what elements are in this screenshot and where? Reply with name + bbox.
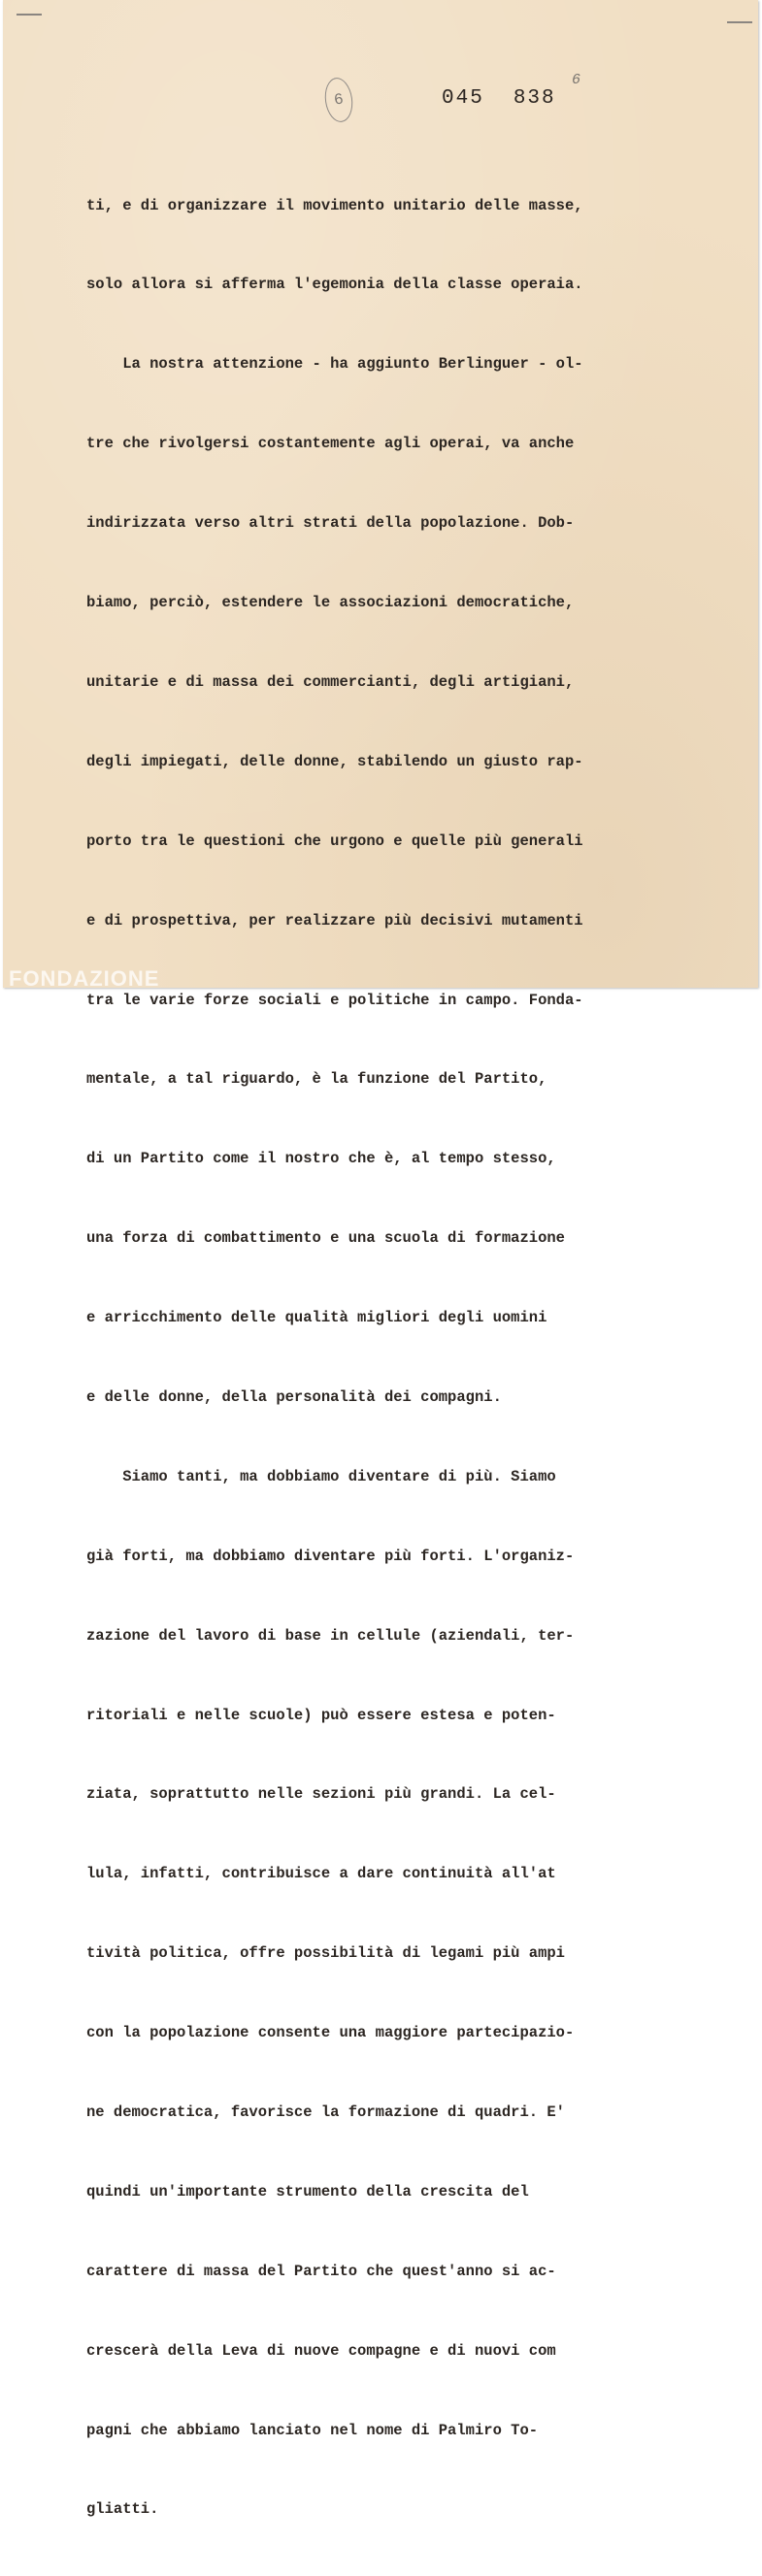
text-line: Siamo tanti, ma dobbiamo diventare di più. Siamo [86,1467,556,1485]
text-line: una forza di combattimento e una scuola di formazione [86,1229,565,1248]
text-line: ziata, soprattutto nelle sezioni più grandi. La cel- [86,1785,556,1804]
text-line: ne democratica, favorisce la formazione di quadri. E' [86,2103,565,2121]
text-line: pagni che abbiamo lanciato nel nome di Palmiro To- [86,2421,539,2439]
text-line: carattere di massa del Partito che quest'anno si ac- [86,2262,556,2280]
text-line: zazione del lavoro di base in cellule (aziendali, ter- [86,1626,575,1645]
typewritten-body [86,140,611,2576]
text-line: ti, e di organizzare il movimento unitario delle masse, [86,196,583,214]
text-line: tività politica, offre possibilità di legami più ampi [86,1944,565,1963]
text-line: solo allora si afferma l'egemonia della classe operaia. [86,276,583,294]
text-line: La nostra attenzione - ha aggiunto Berlinguer - ol- [86,355,583,374]
text-line: mentale, a tal riguardo, è la funzione del Partito, [86,1070,547,1089]
pencil-annotation: 6 [572,72,581,88]
text-line: tra le varie forze sociali e politiche in campo. Fonda- [86,991,583,1009]
document-page [3,0,758,2519]
text-line: quindi un'importante strumento della crescita del [86,2182,529,2201]
text-line: di un Partito come il nostro che è, al tempo stesso, [86,1150,556,1168]
text-line: tre che rivolgersi costantemente agli operai, va anche [86,435,575,453]
text-line: già forti, ma dobbiamo diventare più forti. L'organiz- [86,1547,575,1565]
reference-part-2: 838 [513,87,556,110]
corner-mark-left [17,14,42,16]
text-line: biamo, perciò, estendere le associazioni democratiche, [86,594,575,612]
circled-page-number: 6 [322,76,355,123]
fondazione-watermark: FONDAZIONE [9,966,160,991]
text-line: lula, infatti, contribuisce a dare continuità all'at [86,1865,556,1883]
archive-reference-number [442,87,585,110]
text-line: e delle donne, della personalità dei compagni. [86,1387,502,1406]
text-line: crescerà della Leva di nuove compagne e di nuovi com [86,2341,556,2360]
text-line: porto tra le questioni che urgono e quelle più generali [86,831,583,850]
text-line: unitarie e di massa dei commercianti, degli artigiani, [86,672,575,691]
text-line: gliatti. [86,2500,159,2519]
text-line: con la popolazione consente una maggiore partecipazio- [86,2024,575,2042]
text-line: e di prospettiva, per realizzare più decisivi mutamenti [86,911,583,929]
reference-part-1: 045 [442,87,484,110]
text-line: e arricchimento delle qualità migliori degli uomini [86,1309,547,1327]
corner-mark-right [727,21,752,23]
text-line: ritoriali e nelle scuole) può essere estesa e poten- [86,1706,556,1724]
text-line: degli impiegati, delle donne, stabilendo un giusto rap- [86,752,583,770]
text-line: indirizzata verso altri strati della popolazione. Dob- [86,514,575,533]
